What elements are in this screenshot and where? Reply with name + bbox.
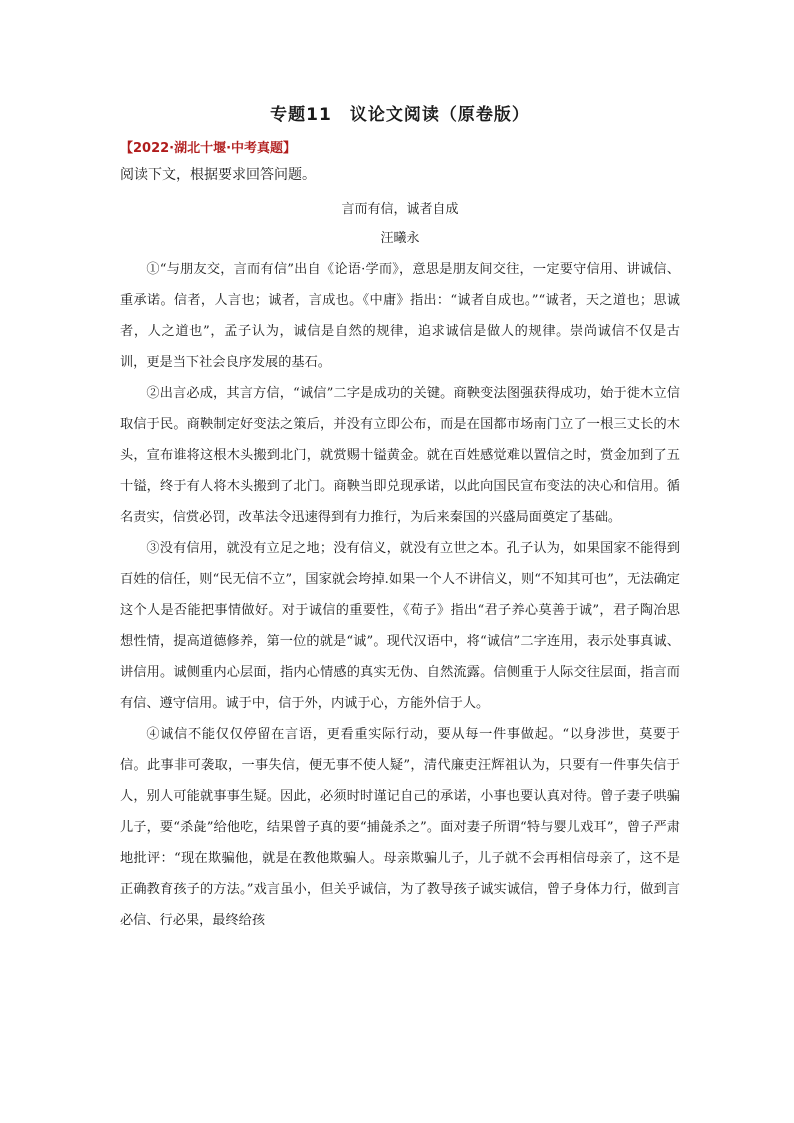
article-paragraph: ②出言必成，其言方信，“诚信”二字是成功的关键。商鞅变法图强获得成功，始于徙木立信取信于民。商鞅制定好变法之策后，并没有立即公布，而是在国都市场南门立了一根三丈长的木头，宣布谁将这根木头搬到北门，就赏赐十镒黄金。就在百姓感觉难以置信之时，赏金加到了五十镒，终于有人将木头搬到了北门。商鞅当即兑现承诺，以此向国民宣布变法的决心和信用。循名责实，信赏必罚，改革法令迅速得到有力推行，为后来秦国的兴盛局面奠定了基础。 [120,386,680,525]
article-paragraph: ④诚信不能仅仅停留在言语，更看重实际行动，要从每一件事做起。“以身涉世，莫要于信。此事非可袭取，一事失信，便无事不使人疑”，清代廉吏汪辉祖认为，只要有一件事失信于人，别人可能就事事生疑。因此，必须时时谨记自己的承诺，小事也要认真对待。曾子妻子哄骗儿子，要“杀彘”给他吃，结果曾子真的要“捕彘杀之”。面对妻子所谓“特与婴儿戏耳”，曾子严肃地批评：“现在欺骗他，就是在教他欺骗人。母亲欺骗儿子，儿子就不会再相信母亲了，这不是正确教育孩子的方法。”戏言虽小，但关乎诚信，为了教导孩子诚实诚信，曾子身体力行，做到言必信、行必果，最终给孩 [120,727,680,928]
article-title: 言而有信，诚者自成 [341,202,459,217]
question-instruction: 阅读下文，根据要求回答问题。 [120,167,316,183]
exam-source-label: 【2022·湖北十堰·中考真题】 [120,141,297,156]
article-paragraph: ③没有信用，就没有立足之地；没有信义，就没有立世之本。孔子认为，如果国家不能得到百姓的信任，则“民无信不立”，国家就会垮掉.如果一个人不讲信义，则“不知其可也”，无法确定这个人是否能把事情做好。对于诚信的重要性，《荀子》指出“君子养心莫善于诚”，君子陶冶思想性情，提高道德修养，第一位的就是“诚”。现代汉语中，将“诚信”二字连用，表示处事真诚、讲信用。诚侧重内心层面，指内心情感的真实无伪、自然流露。信侧重于人际交往层面，指言而有信、遵守信用。诚于中，信于外，内诚于心，方能外信于人。 [120,541,680,711]
article-author: 汪曦永 [380,231,420,246]
article-paragraph: ①“与朋友交，言而有信”出自《论语·学而》，意思是朋友间交往，一定要守信用、讲诚信、重承诺。信者，人言也；诚者，言成也。《中庸》指出：“诚者自成也。”“诚者，天之道也；思诚者，人之道也”，孟子认为，诚信是自然的规律，追求诚信是做人的规律。崇尚诚信不仅是古训，更是当下社会良序发展的基石。 [120,262,680,370]
document-title: 专题11 议论文阅读（原卷版） [270,105,530,125]
document-page [120,100,680,936]
